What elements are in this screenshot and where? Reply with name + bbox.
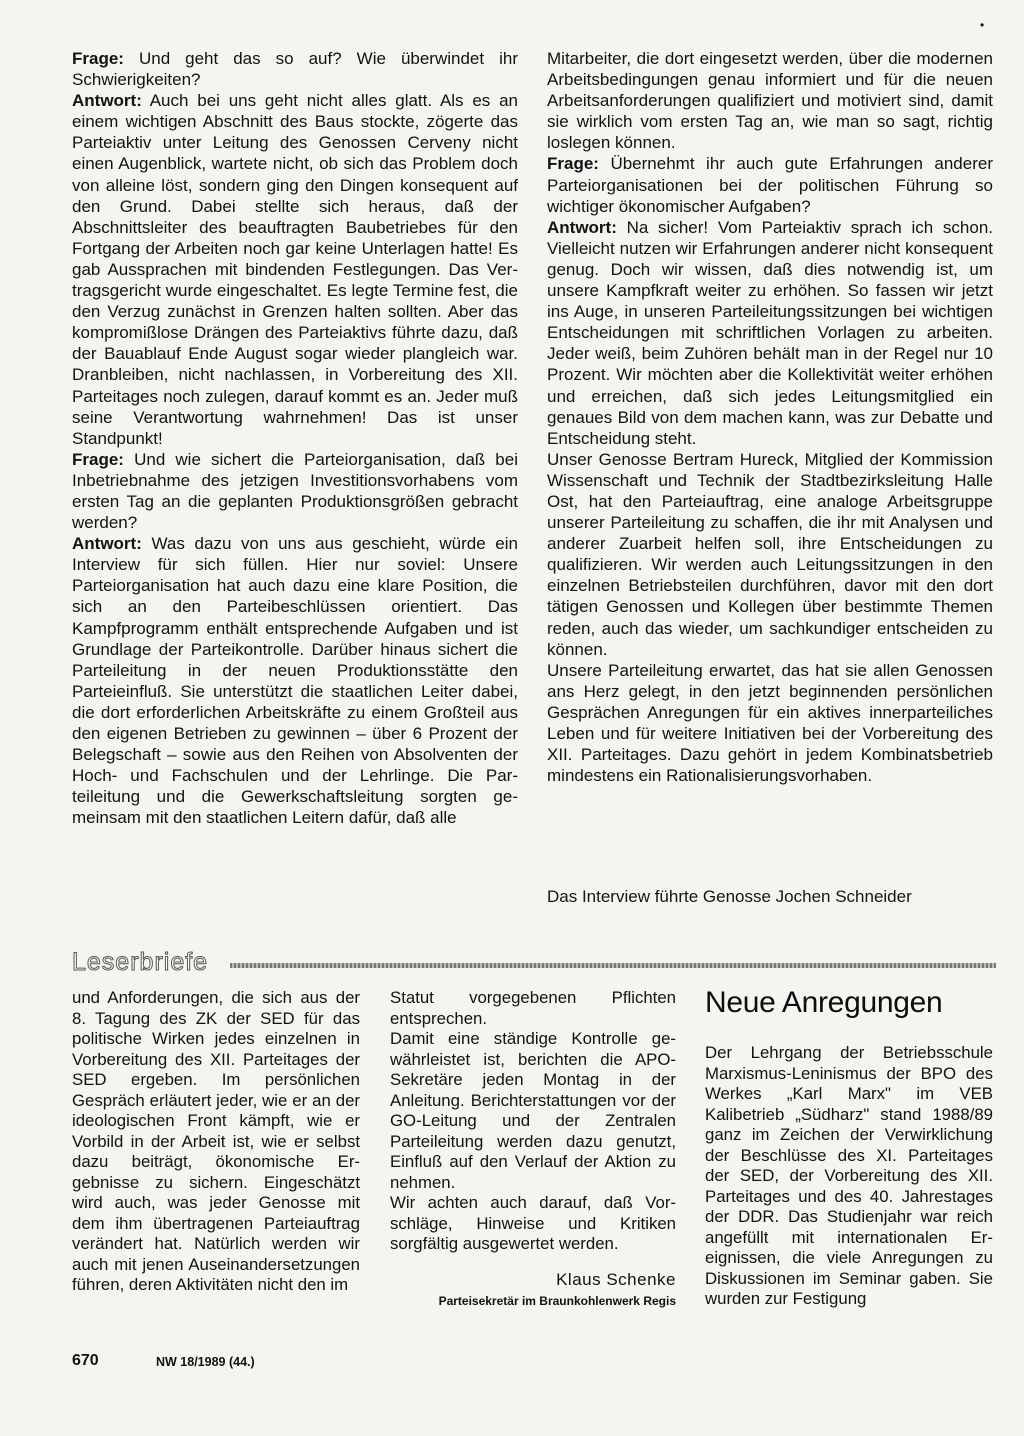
page-footer — [72, 1352, 472, 1372]
paragraph — [547, 449, 993, 660]
page-number: 670 — [72, 1352, 99, 1369]
speaker-label: Frage: — [72, 49, 124, 68]
signer-role: Parteisekretär im Braunkohlenwerk Regis — [438, 1294, 676, 1308]
letter-column-1 — [72, 988, 360, 1296]
paragraph — [547, 153, 993, 216]
paragraph-text: Auch bei uns geht nicht alles glatt. Als es an einem wichtigen Abschnitt des Baus stockte, zögerte das Parteiaktiv unter Leitung des Genossen Cerveny nicht einen Augenblick, wartete nicht, ob sich das Problem doch von alleine löst, sondern ging den Dingen konsequent auf den Grund. Dabei stellte sich heraus, daß der Abschnittsleiter des beauftragten Baubetriebes für den Fortgang der Arbeiten noch gar keine Unterlagen hatte! Es gab Aussprachen mit bindenden Festlegungen. Das Vertragsgericht wurde eingeschaltet. Es legte Termine fest, die den Verzug zunächst in Grenzen halten sollten. Aber das kompromißlose Drängen des Parteiaktivs führte dazu, daß der Bauablauf Ende August sogar wieder plangleich war. Dranbleiben, nicht nachlassen, in Vorbereitung des XII. Parteitages noch zulegen, darauf kommt es an. Jeder muß seine Verantwortung wahrnehmen! Das ist unser Standpunkt! — [72, 91, 518, 448]
paragraph-text: Was dazu von uns aus geschieht, würde ein Interview für sich füllen. Hier nur soviel: Unsere Parteiorganisation hat auch dazu eine klare Position, die sich an den Parteibeschlüssen orientiert. Das Kampfprogramm enthält entsprechende Aufgaben und ist Grundlage der Parteikontrolle. Darüber hinaus sichert die Parteileitung in der neuen Produktionsstätte den Parteieinfluß. Sie unterstützt die staatlichen Leiter dabei, die dort erforderlichen Arbeitskräfte zu einem Großteil aus den eigenen Betrieben zu gewinnen – über 6 Prozent der Belegschaft – sowie aus den Reihen von Absolventen der Hoch- und Fachschulen und der Lehrlinge. Die Parteileitung und die Gewerkschaftsleitung sorgten gemeinsam mit den staatlichen Leitern dafür, daß alle — [72, 534, 518, 828]
paragraph-text: und Anforderungen, die sich aus der 8. Tagung des ZK der SED für das politische Wirken jedes einzelnen in Vorbereitung des XII. Parteitages der SED ergeben. Im persönlichen Gespräch erläutert jeder, wie er an der ideologischen Front kämpft, wie er Vorbild in der Arbeit ist, wie er selbst dazu beiträgt, ökonomische Ergebnisse zu sichern. Eingeschätzt wird auch, was jeder Genosse mit dem ihm übertragenen Parteiauftrag verändert hat. Natürlich werden wir auch mit jenen Auseinandersetzungen führen, deren Aktivitäten nicht den im — [72, 988, 360, 1294]
speaker-label: Frage: — [72, 449, 124, 469]
paragraph-text: Statut vorgegebenen Pflichten entsprechen. — [390, 988, 676, 1028]
paragraph-text: Wir achten auch darauf, daß Vorschläge, Hinweise und Kritiken sorgfältig ausgewertet werden. — [390, 1193, 676, 1253]
speaker-label: Antwort: — [547, 217, 617, 237]
speaker-label: Frage: — [547, 154, 599, 174]
paragraph — [547, 48, 993, 153]
paragraph — [72, 90, 518, 449]
interview-column-right — [547, 48, 993, 786]
paragraph-text: Unser Genosse Bertram Hureck, Mitglied der Kommission Wissenschaft und Technik der Stadtbezirksleitung Halle Ost, hat den Parteiauftrag, eine analoge Arbeitsgruppe unserer Parteileitung zu schaffen, die ihr mit Analysen und anderer Zuarbeit helfen soll, ihre Entscheidungen zu qualifizieren. Wir werden auch Leitungssitzungen in den einzelnen Betriebsteilen durchführen, davor mit den dort tätigen Genossen und Kollegen über bestimmte Themen reden, auch das wieder, um sachkundiger entscheiden zu können. — [547, 449, 993, 659]
letter-column-2 — [390, 988, 676, 1255]
paragraph-text: Und wie sichert die Parteiorganisation, daß bei Inbetriebnahme des jetzigen Investitionsvorhabens vom ersten Tag an die geplanten Produktionsgrößen gebracht werden? — [72, 449, 518, 533]
paragraph-text: Mitarbeiter, die dort eingesetzt werden, über die modernen Arbeitsbedingungen genau informiert und für die neuen Arbeitsanforderungen qualifiziert und motiviert sind, damit sie wirklich vom ersten Tag an, wie man so sagt, richtig loslegen können. — [547, 49, 993, 153]
paragraph-text: Na sicher! Vom Parteiaktiv sprach ich schon. Vielleicht nutzen wir Erfahrungen anderer nicht konsequent genug. Doch wir wissen, daß dies notwendig ist, um unsere Kampfkraft weiter zu erhöhen. So fassen wir jetzt ins Auge, in unseren Parteileitungssitzungen bei wichtigen Entscheidungen mit schriftlichen Vorlagen zu arbeiten. Jeder weiß, beim Zuhören behält man in der Regel nur 10 Prozent. Wir möchten aber die Kollektivität weiter erhöhen und erreichen, daß sich jedes Leitungsmitglied ein genaues Bild von dem machen kann, was zur Debatte und Entscheidung steht. — [547, 217, 993, 448]
section-header — [72, 948, 996, 982]
interview-column-left — [72, 48, 518, 828]
paragraph-text: Damit eine ständige Kontrolle gewährleistet ist, berichten die APO-Sekretäre jeden Montag in der Anleitung. Berichterstattungen vor der GO-Leitung und der Zentralen Parteileitung werden dazu genutzt, Einfluß auf den Verlauf der Aktion zu nehmen. — [390, 1029, 676, 1192]
interview-credit: Das Interview führte Genosse Jochen Schneider — [547, 887, 912, 906]
letter-column-3 — [705, 1043, 993, 1310]
paragraph — [547, 217, 993, 449]
issue-label: NW 18/1989 (44.) — [156, 1355, 255, 1369]
paragraph — [72, 533, 518, 828]
paragraph-text: Der Lehrgang der Betriebsschule Marxismus-Leninismus der BPO des Werkes „Karl Marx" im VEB Kalibetrieb „Südharz" stand 1988/89 ganz im Zeichen der Verwirklichung der Beschlüsse des XI. Parteitages der SED, der Vorbereitung des XII. Parteitages und des 40. Jahrestages der DDR. Das Studienjahr war reich angefüllt mit internationalen Ereignissen, die viele Anregungen zu Diskussionen im Seminar gaben. Sie wurden zur Festigung — [705, 1043, 993, 1308]
signer-name: Klaus Schenke — [556, 1270, 676, 1289]
corner-mark: • — [980, 18, 985, 32]
section-title: Leserbriefe — [72, 948, 209, 976]
paragraph — [72, 48, 518, 90]
letter-headline: Neue Anregungen — [705, 986, 943, 1019]
section-rule — [230, 963, 996, 968]
paragraph-text: Und geht das so auf? Wie überwindet ihr Schwierigkeiten? — [72, 49, 518, 90]
paragraph — [72, 449, 518, 533]
speaker-label: Antwort: — [72, 534, 142, 554]
paragraph-text: Übernehmt ihr auch gute Erfahrungen anderer Parteiorganisationen bei der politischen Führung so wichtiger ökonomischer Aufgaben? — [547, 154, 993, 216]
paragraph-text: Unsere Parteileitung erwartet, das hat sie allen Genossen ans Herz gelegt, in den jetzt beginnenden persönlichen Gesprächen Anregungen für ein aktives innerparteiliches Leben und für weitere Initiativen bei der Vorbereitung des XII. Parteitages. Dazu gehört in jedem Kombinatsbetrieb mindestens ein Rationalisierungsvorhaben. — [547, 660, 993, 786]
speaker-label: Antwort: — [72, 91, 142, 111]
paragraph — [547, 660, 993, 787]
